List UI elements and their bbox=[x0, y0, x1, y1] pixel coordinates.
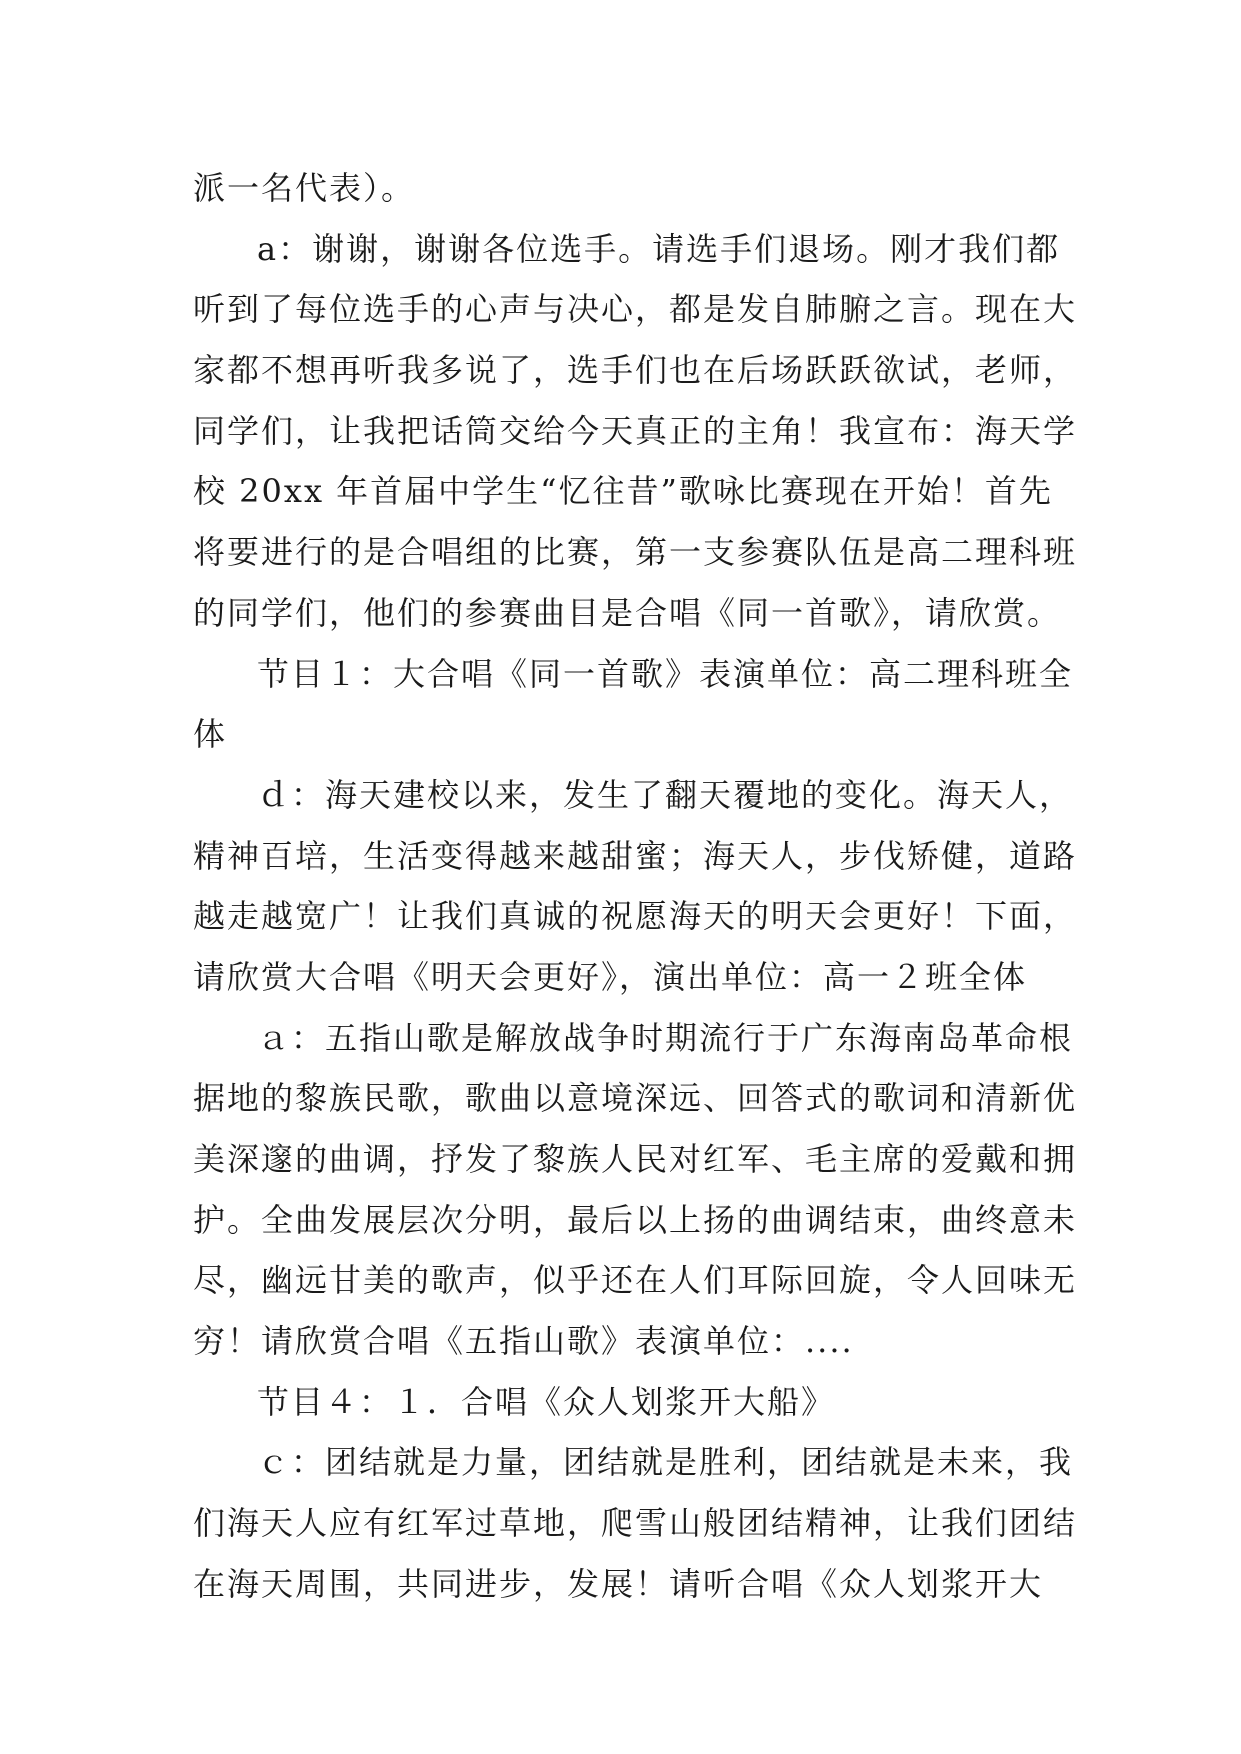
text-line: 请欣赏大合唱《明天会更好》，演出单位：高一２班全体 bbox=[193, 957, 1028, 996]
text-line: 越走越宽广！让我们真诚的祝愿海天的明天会更好！下面， bbox=[193, 897, 1078, 936]
text-line: 节目１：大合唱《同一首歌》表演单位：高二理科班全 bbox=[257, 654, 1074, 693]
text-line: 听到了每位选手的心声与决心，都是发自肺腑之言。现在大 bbox=[193, 290, 1078, 329]
text-line: 美深邃的曲调，抒发了黎族人民对红军、毛主席的爱戴和拥 bbox=[193, 1140, 1078, 1178]
text-line: ｃ：团结就是力量，团结就是胜利，团结就是未来，我 bbox=[257, 1443, 1074, 1482]
text-line: 派一名代表）。 bbox=[193, 169, 416, 207]
text-line: 家都不想再听我多说了，选手们也在后场跃跃欲试，老师， bbox=[193, 351, 1078, 390]
text-line: 精神百培，生活变得越来越甜蜜；海天人，步伐矫健，道路 bbox=[193, 836, 1078, 875]
text-line: 的同学们，他们的参赛曲目是合唱《同一首歌》，请欣赏。 bbox=[193, 593, 1062, 632]
text-line: 将要进行的是合唱组的比赛，第一支参赛队伍是高二理科班 bbox=[193, 533, 1078, 572]
text-line: 体 bbox=[193, 715, 228, 754]
text-line: a：谢谢，谢谢各位选手。请选手们退场。刚才我们都 bbox=[257, 229, 1061, 268]
text-line: 节目４：１．合唱《众人划浆开大船》 bbox=[257, 1382, 836, 1421]
text-line: ａ：五指山歌是解放战争时期流行于广东海南岛革命根 bbox=[257, 1018, 1074, 1057]
text-line: 护。全曲发展层次分明，最后以上扬的曲调结束，曲终意未 bbox=[193, 1200, 1078, 1239]
text-line: 穷！请欣赏合唱《五指山歌》表演单位：.... bbox=[193, 1322, 854, 1361]
text-line: 在海天周围，共同进步，发展！请听合唱《众人划浆开大 bbox=[193, 1564, 1044, 1603]
document-body bbox=[193, 158, 1078, 1615]
text-line: 据地的黎族民歌，歌曲以意境深远、回答式的歌词和清新优 bbox=[193, 1079, 1078, 1118]
text-line: 尽，幽远甘美的歌声，似乎还在人们耳际回旋，令人回味无 bbox=[193, 1261, 1078, 1300]
text-line: 同学们，让我把话筒交给今天真正的主角！我宣布：海天学 bbox=[193, 411, 1078, 450]
text-line: 校 20xx 年首届中学生“忆往昔”歌咏比赛现在开始！首先 bbox=[193, 472, 1053, 511]
text-line: 们海天人应有红军过草地，爬雪山般团结精神，让我们团结 bbox=[193, 1504, 1078, 1543]
text-line: ｄ：海天建校以来，发生了翻天覆地的变化。海天人， bbox=[257, 775, 1074, 814]
